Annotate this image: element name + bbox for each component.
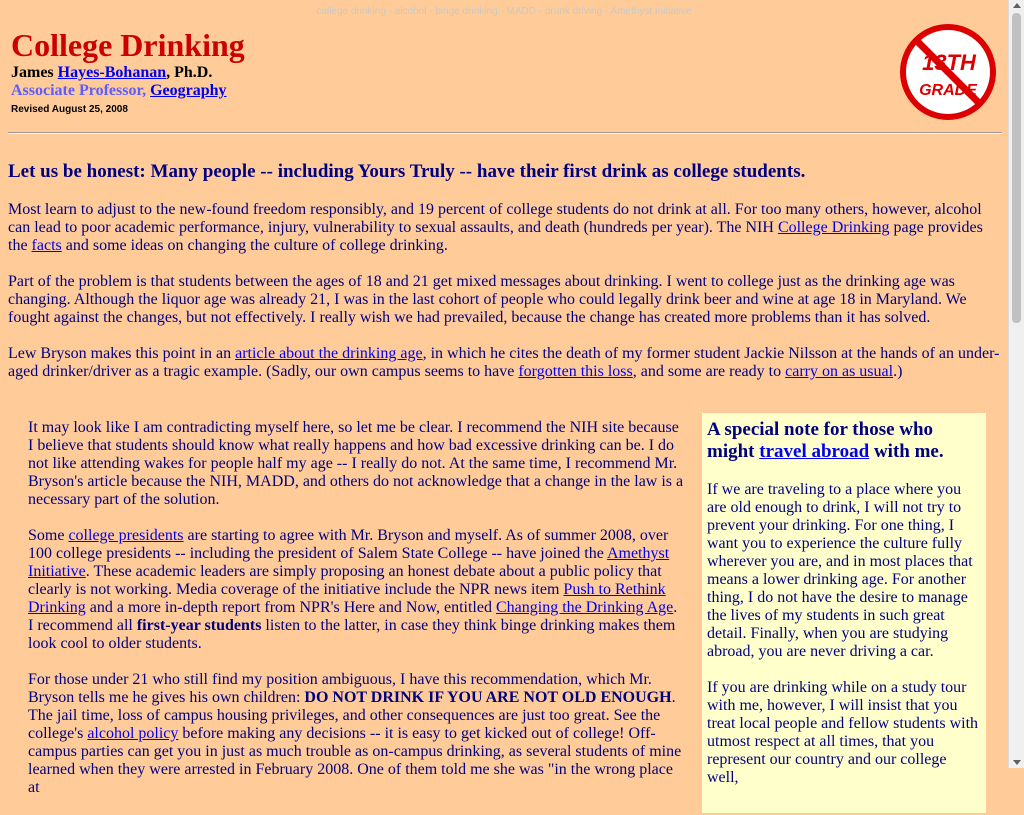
text: .) (893, 363, 903, 380)
main-column (28, 419, 684, 815)
forgotten-loss-link[interactable]: forgotten this loss (518, 363, 633, 380)
text: before making any decisions -- it is easy to get kicked out of college! Off-campus parties can get you in just as much trouble as on-campus drinking, as several students of mine learned when they were arrested in February 2008. One of them told me she was "in the wrong place at (28, 725, 682, 796)
text: listen to the latter, in case they think binge drinking makes them look cool to older students. (28, 617, 676, 652)
text: Most learn to adjust to the new-found freedom responsibly, and 19 percent of college students do not drink at all. For too many others, however, alcohol can lead to poor academic performance, injury, vulnerability to sexual assaults, and death (hundreds per year). The NIH (8, 201, 982, 236)
facts-link[interactable]: facts (31, 237, 62, 254)
nih-college-drinking-link[interactable]: College Drinking (777, 219, 890, 236)
text: , and some are ready to (632, 363, 786, 380)
scroll-up-arrow-icon[interactable] (1013, 3, 1021, 8)
push-to-rethink-drinking-link[interactable]: Push to Rethink Drinking (28, 581, 666, 616)
author-line (11, 64, 212, 82)
text: For those under 21 who still find my position ambiguous, I have this recommendation, which Mr. Bryson tells me he gives his own children: (28, 671, 652, 706)
keyword-line: college drinking - alcohol - binge drinking - MADD - drunk driving - Amethyst Initiative (316, 6, 692, 17)
text: with me. (869, 441, 944, 462)
header-divider (8, 132, 1002, 134)
author-degree: , Ph.D. (166, 64, 213, 81)
logo-text-13th: 13TH (922, 50, 976, 75)
do-not-drink-emphasis: DO NOT DRINK IF YOU ARE NOT OLD ENOUGH (304, 689, 672, 706)
first-year-students-emphasis: first-year students (136, 617, 262, 634)
logo-text-grade: GRADE (919, 82, 977, 99)
text: Lew Bryson makes this point in an (8, 345, 236, 362)
column-paragraph-3 (28, 671, 684, 797)
vertical-scrollbar[interactable] (1008, 0, 1024, 768)
scrollbar-thumb[interactable] (1012, 13, 1021, 323)
column-paragraph-1: It may look like I am contradicting myself here, so let me be clear. I recommend the NIH site because I believe that students should know what really happens and how bad excessive drinking can be. I do not like attending wakes for people half my age -- I really do not. At the same time, I recommend Mr. Bryson's article because the NIH, MADD, and others do not acknowledge that a change in the law is a necessary part of the solution. (28, 419, 684, 508)
changing-drinking-age-link[interactable]: Changing the Drinking Age (495, 599, 674, 616)
text: . The jail time, loss of campus housing privileges, and other consequences are just too great. See the college's (28, 689, 676, 742)
amethyst-initiative-link[interactable]: Amethyst Initiative (28, 545, 670, 580)
scroll-down-arrow-icon[interactable] (1013, 760, 1021, 765)
13th-grade-no-sign-logo (900, 24, 996, 120)
intro-paragraph-2: Part of the problem is that students between the ages of 18 and 21 get mixed messages about drinking. I went to college just as the drinking age was changing. Although the liquor age was already 21, I was in the last cohort of people who could legally drink beer and wine at age 18 in Maryland. We fought against the changes, but not effectively. I really wish we had prevailed, because the change has created more problems than it has solved. (8, 273, 967, 326)
author-name-link[interactable]: Hayes-Bohanan (57, 64, 167, 81)
sidebar-heading (707, 419, 981, 463)
intro-paragraph-3 (8, 345, 1002, 381)
drinking-age-article-link[interactable]: article about the drinking age (235, 345, 423, 362)
text: . I recommend all (28, 599, 678, 634)
travel-abroad-link[interactable]: travel abroad (759, 441, 870, 462)
revised-date: Revised August 25, 2008 (11, 104, 128, 115)
text: are starting to agree with Mr. Bryson and myself. As of summer 2008, over 100 college presidents -- including the president of Salem State College -- have joined the (28, 527, 669, 562)
text: A special note for those who might (707, 419, 934, 462)
text: Some (28, 527, 69, 544)
sidebar-paragraph-2: If you are drinking while on a study tour with me, however, I will insist that you treat local people and fellow students with utmost respect at all times, that you represent our country and our college well, (707, 679, 979, 786)
intro-headline: Let us be honest: Many people -- including Yours Truly -- have their first drink as college students. (8, 161, 806, 182)
travel-note-sidebar (702, 413, 986, 813)
carry-on-link[interactable]: carry on as usual (785, 363, 894, 380)
author-position (11, 82, 227, 100)
text: and a more in-depth report from NPR's Here and Now, entitled (85, 599, 496, 616)
text: . These academic leaders are simply proposing an honest debate about a public policy that clearly is not working. Media coverage of the initiative include the NPR news item (28, 563, 662, 598)
text: , in which he cites the death of my former student Jackie Nilsson at the hands of an under-aged drinker/driver as a tragic example. (Sadly, our own campus seems to have (8, 345, 1000, 380)
text: and some ideas on changing the culture of college drinking. (61, 237, 448, 254)
intro-paragraph-1 (8, 201, 1002, 255)
sidebar-paragraph-1: If we are traveling to a place where you are old enough to drink, I will not try to prevent your drinking. For one thing, I want you to experience the culture fully wherever you are, and in most places that means a lower drinking age. For another thing, I do not have the desire to manage the lives of my students in such great detail. Finally, when you are studying abroad, you are never driving a car. (707, 481, 973, 660)
text: page provides the (8, 219, 983, 254)
position-title: Associate Professor, (11, 82, 151, 99)
geography-link[interactable]: Geography (150, 82, 227, 99)
column-paragraph-2 (28, 527, 684, 653)
author-first-name: James (11, 64, 58, 81)
college-presidents-link[interactable]: college presidents (68, 527, 184, 544)
alcohol-policy-link[interactable]: alcohol policy (87, 725, 179, 742)
page-title: College Drinking (11, 27, 245, 63)
